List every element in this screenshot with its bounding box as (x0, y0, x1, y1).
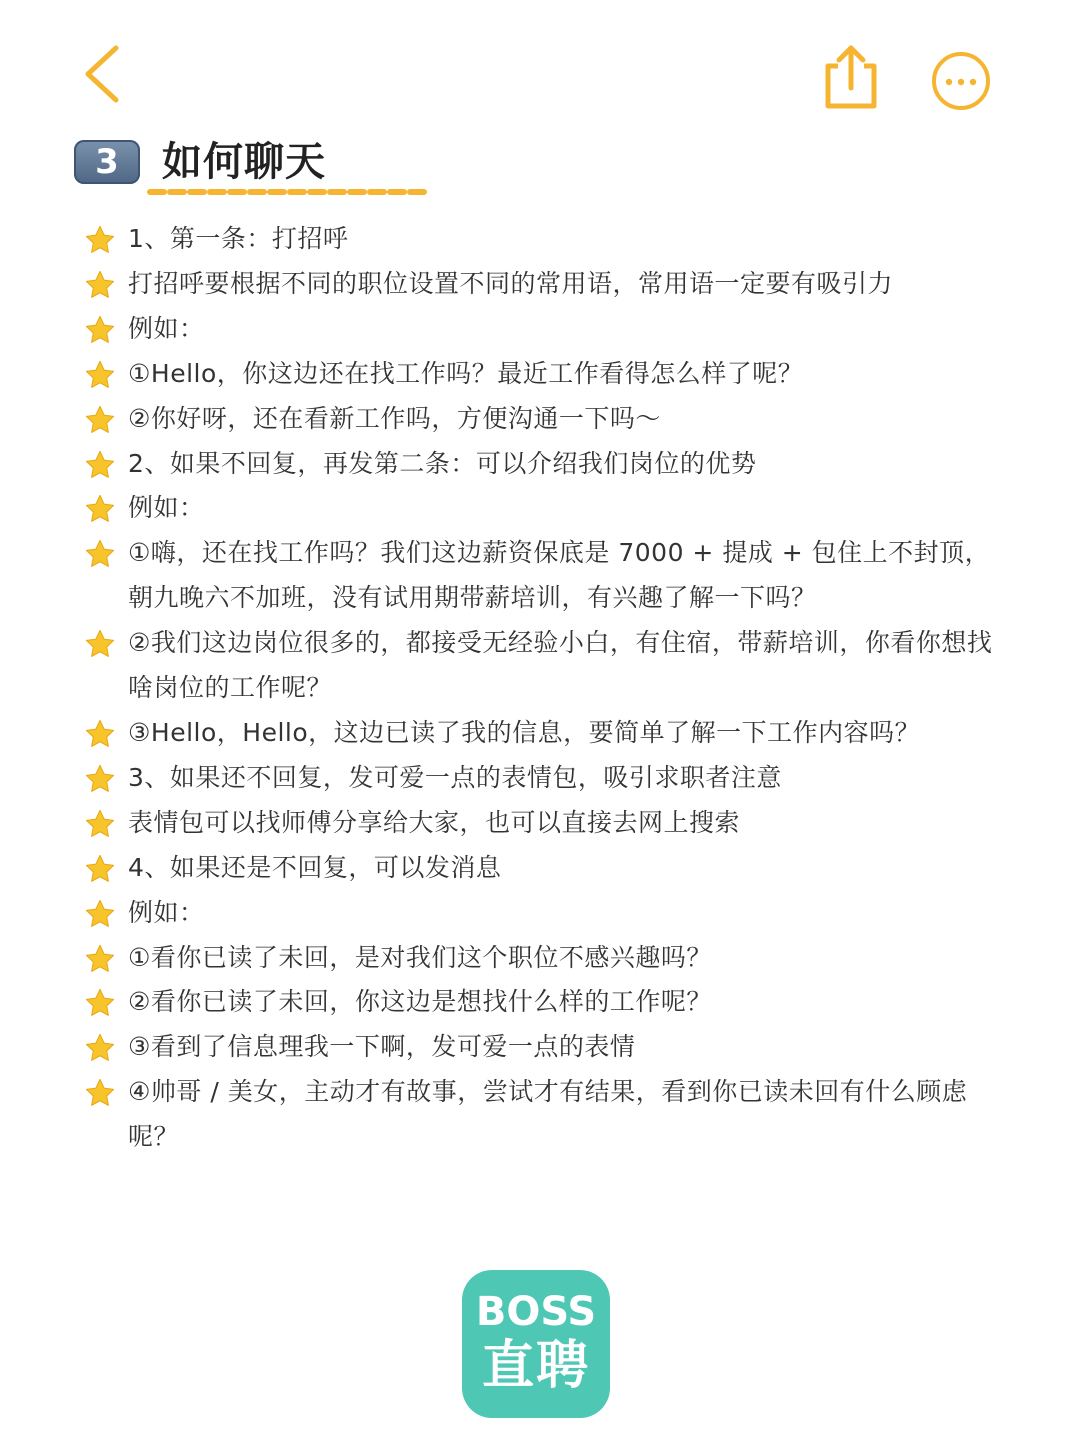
list-item (84, 262, 1004, 307)
list-item (84, 352, 1004, 397)
list-item-text: ②看你已读了未回，你这边是想找什么样的工作呢？ (128, 987, 712, 1017)
boss-zhipin-logo (462, 1270, 610, 1418)
list-item (84, 1025, 1004, 1070)
title-underline (146, 186, 428, 198)
logo-text-zhipin: 直聘 (481, 1336, 590, 1396)
star-icon (84, 224, 116, 256)
list-item-text: 打招呼要根据不同的职位设置不同的常用语，常用语一定要有吸引力 (128, 268, 894, 298)
list-item (84, 442, 1004, 487)
list-item-text: 1、第一条：打招呼 (128, 224, 349, 253)
star-icon (84, 359, 116, 391)
star-icon (84, 1077, 116, 1109)
star-icon (84, 808, 116, 840)
list-item-text: ①Hello，你这边还在找工作吗？最近工作看得怎么样了呢？ (128, 358, 804, 388)
back-button[interactable] (76, 40, 132, 104)
star-icon (84, 943, 116, 975)
list-item-text: 例如： (128, 897, 205, 927)
list-item (84, 531, 1004, 621)
star-icon (84, 493, 116, 525)
list-item (84, 1070, 1004, 1160)
star-icon (84, 987, 116, 1019)
section-number-badge: 3 (74, 140, 140, 184)
star-icon (84, 898, 116, 930)
top-bar (0, 0, 1080, 130)
ellipsis-circle-icon (930, 50, 992, 112)
list-item (84, 801, 1004, 846)
star-icon (84, 1032, 116, 1064)
list-item-text: ②你好呀，还在看新工作吗，方便沟通一下吗～ (128, 403, 661, 433)
section-title: 如何聊天 (162, 139, 326, 185)
list-item-text: ③看到了信息理我一下啊，发可爱一点的表情 (128, 1032, 636, 1062)
list-item-text: 4、如果还是不回复，可以发消息 (128, 852, 502, 882)
list-item-text: 2、如果不回复，再发第二条：可以介绍我们岗位的优势 (128, 448, 757, 478)
list-item-text: 例如： (128, 313, 205, 343)
list-item-text: 表情包可以找师傅分享给大家，也可以直接去网上搜索 (128, 807, 741, 837)
star-icon (84, 853, 116, 885)
content-list (84, 217, 1004, 1160)
star-icon (84, 449, 116, 481)
list-item (84, 756, 1004, 801)
list-item (84, 980, 1004, 1025)
star-icon (84, 269, 116, 301)
list-item (84, 217, 1004, 262)
list-item (84, 397, 1004, 442)
more-options-button[interactable] (930, 50, 992, 112)
list-item (84, 711, 1004, 756)
star-icon (84, 718, 116, 750)
star-icon (84, 404, 116, 436)
chevron-left-icon (76, 40, 132, 104)
list-item-text: ②我们这边岗位很多的，都接受无经验小白，有住宿，带薪培训，你看你想找啥岗位的工作呢？ (128, 628, 993, 703)
list-item-text: ①嗨，还在找工作吗？我们这边薪资保底是 7000 + 提成 + 包住上不封顶，朝九晚六不加班，没有试用期带薪培训，有兴趣了解一下吗？ (128, 538, 991, 613)
list-item-text: 3、如果还不回复，发可爱一点的表情包，吸引求职者注意 (128, 762, 782, 792)
list-item (84, 891, 1004, 936)
star-icon (84, 538, 116, 570)
list-item-text: ①看你已读了未回，是对我们这个职位不感兴趣吗？ (128, 942, 712, 972)
share-icon (818, 40, 884, 114)
list-item-text: ③Hello，Hello，这边已读了我的信息，要简单了解一下工作内容吗？ (128, 717, 921, 747)
list-item (84, 486, 1004, 531)
list-item (84, 307, 1004, 352)
list-item (84, 936, 1004, 981)
share-button[interactable] (818, 40, 884, 114)
star-icon (84, 763, 116, 795)
star-icon (84, 628, 116, 660)
list-item-text: 例如： (128, 493, 205, 523)
section-header (74, 134, 474, 204)
star-icon (84, 314, 116, 346)
list-item-text: ④帅哥 / 美女，主动才有故事，尝试才有结果，看到你已读未回有什么顾虑呢？ (128, 1077, 968, 1152)
list-item (84, 621, 1004, 711)
list-item (84, 846, 1004, 891)
logo-text-boss: BOSS (475, 1289, 597, 1335)
